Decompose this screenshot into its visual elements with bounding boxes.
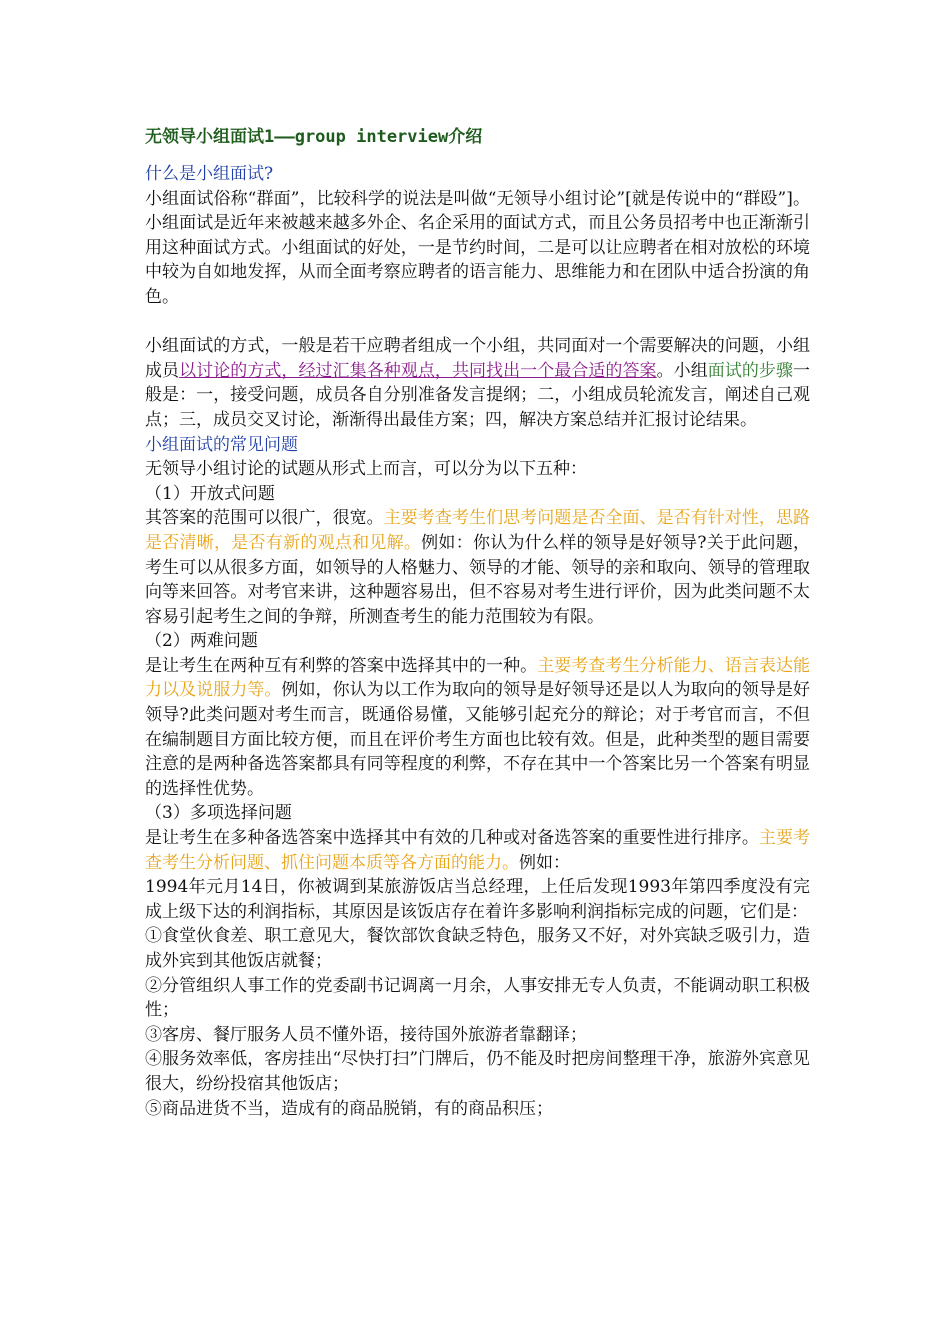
section-heading-what: 什么是小组面试? — [145, 164, 274, 184]
q2-text-b: 例如，你认为以工作为取向的领导是好领导还是以人为取向的领导是好领导?此类问题对考生而言，既通俗易懂，又能够引起充分的辩论；对于考官而言，不但在编制题目方面比较方便，而且在评价考生方面也比较有效。但是，此种类型的题目需要注意的是两种备选答案都具有同等程度的利弊，不存在其中一个答案比另一个答案有明显的选择性优势。 — [145, 680, 810, 799]
q2-highlight: 主要考查考生分析能力、语言表达能力以及说服力等。 — [145, 655, 811, 701]
intro-paragraph: 小组面试俗称“群面”，比较科学的说法是叫做“无领导小组讨论”[就是传说中的“群殴”]。小组面试是近年来被越来越多外企、名企采用的面试方式，而且公务员招考中也正渐渐引用这种面试方式。小组面试的好处，一是节约时间，二是可以让应聘者在相对放松的环境中较为自如地发挥，从而全面考察应聘者的语言能力、思维能力和在团队中适合扮演的角色。 — [145, 188, 810, 307]
method-text-c: 一般是：一，接受问题，成员各自分别准备发言提纲；二，小组成员轮流发言，阐述自己观点；三，成员交叉讨论，渐渐得出最佳方案；四，解决方案总结并汇报讨论结果。 — [145, 360, 811, 430]
question-type-2-title: （2）两难问题 — [145, 631, 258, 652]
list-item: ①食堂伙食差、职工意见大，餐饮部饮食缺乏特色，服务又不好，对外宾缺乏吸引力，造成外宾到其他饭店就餐； — [145, 926, 810, 971]
five-types-paragraph: 无领导小组讨论的试题从形式上而言，可以分为以下五种： — [145, 459, 587, 480]
method-text-b: 。小组 — [656, 360, 708, 381]
q3-highlight: 主要考查考生分析问题、抓住问题本质等各方面的能力。 — [145, 828, 811, 873]
q1-text-a: 其答案的范围可以很广，很宽。 — [145, 508, 384, 529]
question-type-3-body — [145, 826, 810, 875]
question-type-2-body — [145, 654, 810, 802]
list-item: ③客房、餐厅服务人员不懂外语，接待国外旅游者靠翻译； — [145, 1024, 587, 1045]
section-heading-common: 小组面试的常见问题 — [145, 434, 298, 455]
list-item: ②分管组织人事工作的党委副书记调离一月余，人事安排无专人负责，不能调动职工积极性； — [145, 975, 810, 1021]
method-paragraph — [145, 334, 810, 432]
question-type-1-title: （1）开放式问题 — [145, 483, 275, 504]
paragraph-spacer — [145, 310, 810, 335]
q1-highlight: 主要考查考生们思考问题是否全面、是否有针对性，思路是否清晰，是否有新的观点和见解。 — [145, 508, 811, 553]
method-link[interactable]: 以讨论的方式，经过汇集各种观点，共同找出一个最合适的答案 — [179, 360, 657, 381]
q1-text-b: 例如：你认为什么样的领导是好领导?关于此问题，考生可以从很多方面，如领导的人格魅力、领导的才能、领导的亲和取向、领导的管理取向等来回答。对考官来讲，这种题容易出，但不容易对考生进行评价，因为此类问题不太容易引起考生之间的争辩，所测查考生的能力范围较为有限。 — [145, 532, 811, 627]
list-item: ④服务效率低，客房挂出“尽快打扫”门牌后，仍不能及时把房间整理干净，旅游外宾意见很大，纷纷投宿其他饭店； — [145, 1049, 810, 1094]
question-type-1-body — [145, 506, 810, 629]
method-steps-label: 面试的步骤 — [707, 360, 794, 381]
case-paragraph: 1994年元月14日，你被调到某旅游饭店当总经理，上任后发现1993年第四季度没有完成上级下达的利润指标，其原因是该饭店存在着许多影响利润指标完成的问题，它们是： — [145, 877, 810, 922]
method-text-a: 小组面试的方式，一般是若干应聘者组成一个小组，共同面对一个需要解决的问题，小组成员 — [145, 336, 810, 381]
document-page — [145, 125, 810, 1121]
q2-text-a: 是让考生在两种互有利弊的答案中选择其中的一种。 — [145, 655, 538, 676]
question-type-3-title: （3）多项选择问题 — [145, 803, 292, 824]
list-item: ⑤商品进货不当，造成有的商品脱销，有的商品积压； — [145, 1098, 553, 1119]
document-title: 无领导小组面试1——group interview介绍 — [145, 127, 483, 147]
q3-text-b: 例如： — [519, 852, 570, 873]
q3-text-a: 是让考生在多种备选答案中选择其中有效的几种或对备选答案的重要性进行排序。 — [145, 828, 759, 849]
